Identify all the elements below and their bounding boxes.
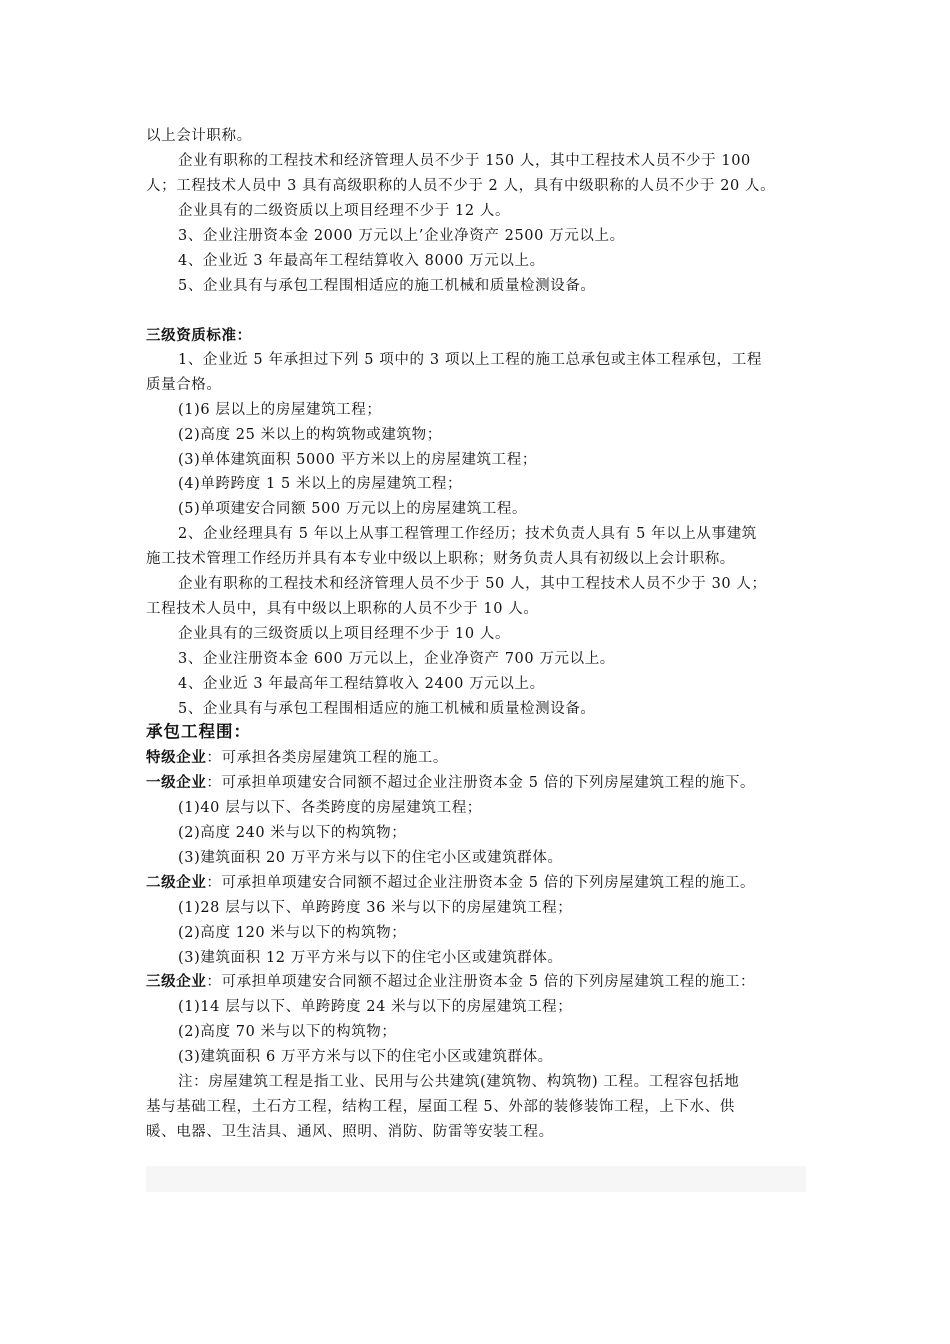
footer-bar (146, 1166, 806, 1192)
text-line: 企业具有的三级资质以上项目经理不少于 10 人。 (178, 626, 511, 642)
list-item: (3)建筑面积 6 万平方米与以下的住宅小区或建筑群体。 (178, 1049, 553, 1065)
text-line: 企业有职称的工程技术和经济管理人员不少于 50 人，其中工程技术人员不少于 30 人； (178, 576, 767, 592)
list-item: (2)高度 240 米与以下的构筑物； (178, 825, 407, 841)
text-line: 工程技术人员中，具有中级以上职称的人员不少于 10 人。 (146, 601, 539, 617)
list-item: (2)高度 25 米以上的构筑物或建筑物； (178, 427, 442, 443)
text-line: 2、企业经理具有 5 年以上从事工程管理工作经历；技术负责人具有 5 年以上从事建筑 (178, 526, 757, 542)
list-item: (3)单体建筑面积 5000 平方米以上的房屋建筑工程； (178, 452, 537, 468)
grade-item (146, 972, 810, 992)
list-item: (3)建筑面积 12 万平方米与以下的住宅小区或建筑群体。 (178, 950, 563, 966)
text-line: 企业有职称的工程技术和经济管理人员不少于 150 人，其中工程技术人员不少于 100 (178, 153, 751, 169)
text-line: 人；工程技术人员中 3 具有高级职称的人员不少于 2 人，具有中级职称的人员不少于 20 人。 (146, 178, 776, 194)
text-line: 4、企业近 3 年最高年工程结算收入 8000 万元以上。 (178, 253, 545, 269)
text-line: 以上会计职称。 (146, 128, 252, 144)
grade-item (146, 873, 810, 893)
section-heading: 承包工程围： (146, 722, 251, 741)
grade-text: ：可承担各类房屋建筑工程的施工。 (206, 750, 449, 766)
grade-label: 三级企业 (146, 973, 207, 990)
list-item: (4)单跨跨度 1 5 米以上的房屋建筑工程； (178, 476, 463, 492)
note-line: 暖、电器、卫生洁具、通风、照明、消防、防雷等安装工程。 (146, 1124, 554, 1140)
grade-label: 一级企业 (146, 774, 207, 791)
grade-item (146, 748, 810, 768)
grade-text: ：可承担单项建安合同额不超过企业注册资本金 5 倍的下列房屋建筑工程的施下。 (206, 775, 756, 791)
list-item: (5)单项建安合同额 500 万元以上的房屋建筑工程。 (178, 501, 528, 517)
grade-label: 特级企业 (146, 749, 207, 766)
list-item: (2)高度 70 米与以下的构筑物； (178, 1024, 397, 1040)
list-item: (2)高度 120 米与以下的构筑物； (178, 925, 407, 941)
text-line: 3、企业注册资本金 600 万元以上，企业净资产 700 万元以上。 (178, 651, 615, 667)
text-line: 施工技术管理工作经历并具有本专业中级以上职称；财务负责人具有初级以上会计职称。 (146, 551, 735, 567)
text-line: 5、企业具有与承包工程围相适应的施工机械和质量检测设备。 (178, 278, 596, 294)
list-item: (1)6 层以上的房屋建筑工程； (178, 402, 382, 418)
text-line: 5、企业具有与承包工程围相适应的施工机械和质量检测设备。 (178, 701, 596, 717)
text-line: 3、企业注册资本金 2000 万元以上’企业净资产 2500 万元以上。 (178, 228, 625, 244)
text-line: 企业具有的二级资质以上项目经理不少于 12 人。 (178, 203, 511, 219)
text-line: 4、企业近 3 年最高年工程结算收入 2400 万元以上。 (178, 676, 545, 692)
grade-label: 二级企业 (146, 874, 207, 891)
list-item: (1)28 层与以下、单跨跨度 36 米与以下的房屋建筑工程； (178, 900, 573, 916)
grade-item (146, 773, 810, 793)
list-item: (3)建筑面积 20 万平方米与以下的住宅小区或建筑群体。 (178, 850, 563, 866)
grade-text: ：可承担单项建安合同额不超过企业注册资本金 5 倍的下列房屋建筑工程的施工。 (206, 875, 756, 891)
note-line: 基与基础工程，土石方工程，结构工程，屋面工程 5、外部的装修装饰工程，上下水、供 (146, 1099, 735, 1115)
list-item: (1)40 层与以下、各类跨度的房屋建筑工程； (178, 800, 482, 816)
text-line: 质量合格。 (146, 377, 222, 393)
note-line: 注：房屋建筑工程是指工业、民用与公共建筑(建筑物、构筑物) 工程。工程容包括地 (178, 1074, 740, 1090)
grade-text: ：可承担单项建安合同额不超过企业注册资本金 5 倍的下列房屋建筑工程的施工： (206, 974, 756, 990)
text-line: 1、企业近 5 年承担过下列 5 项中的 3 项以上工程的施工总承包或主体工程承包，工程 (178, 352, 762, 368)
list-item: (1)14 层与以下、单跨跨度 24 米与以下的房屋建筑工程； (178, 999, 573, 1015)
section-heading: 三级资质标准： (146, 327, 252, 344)
